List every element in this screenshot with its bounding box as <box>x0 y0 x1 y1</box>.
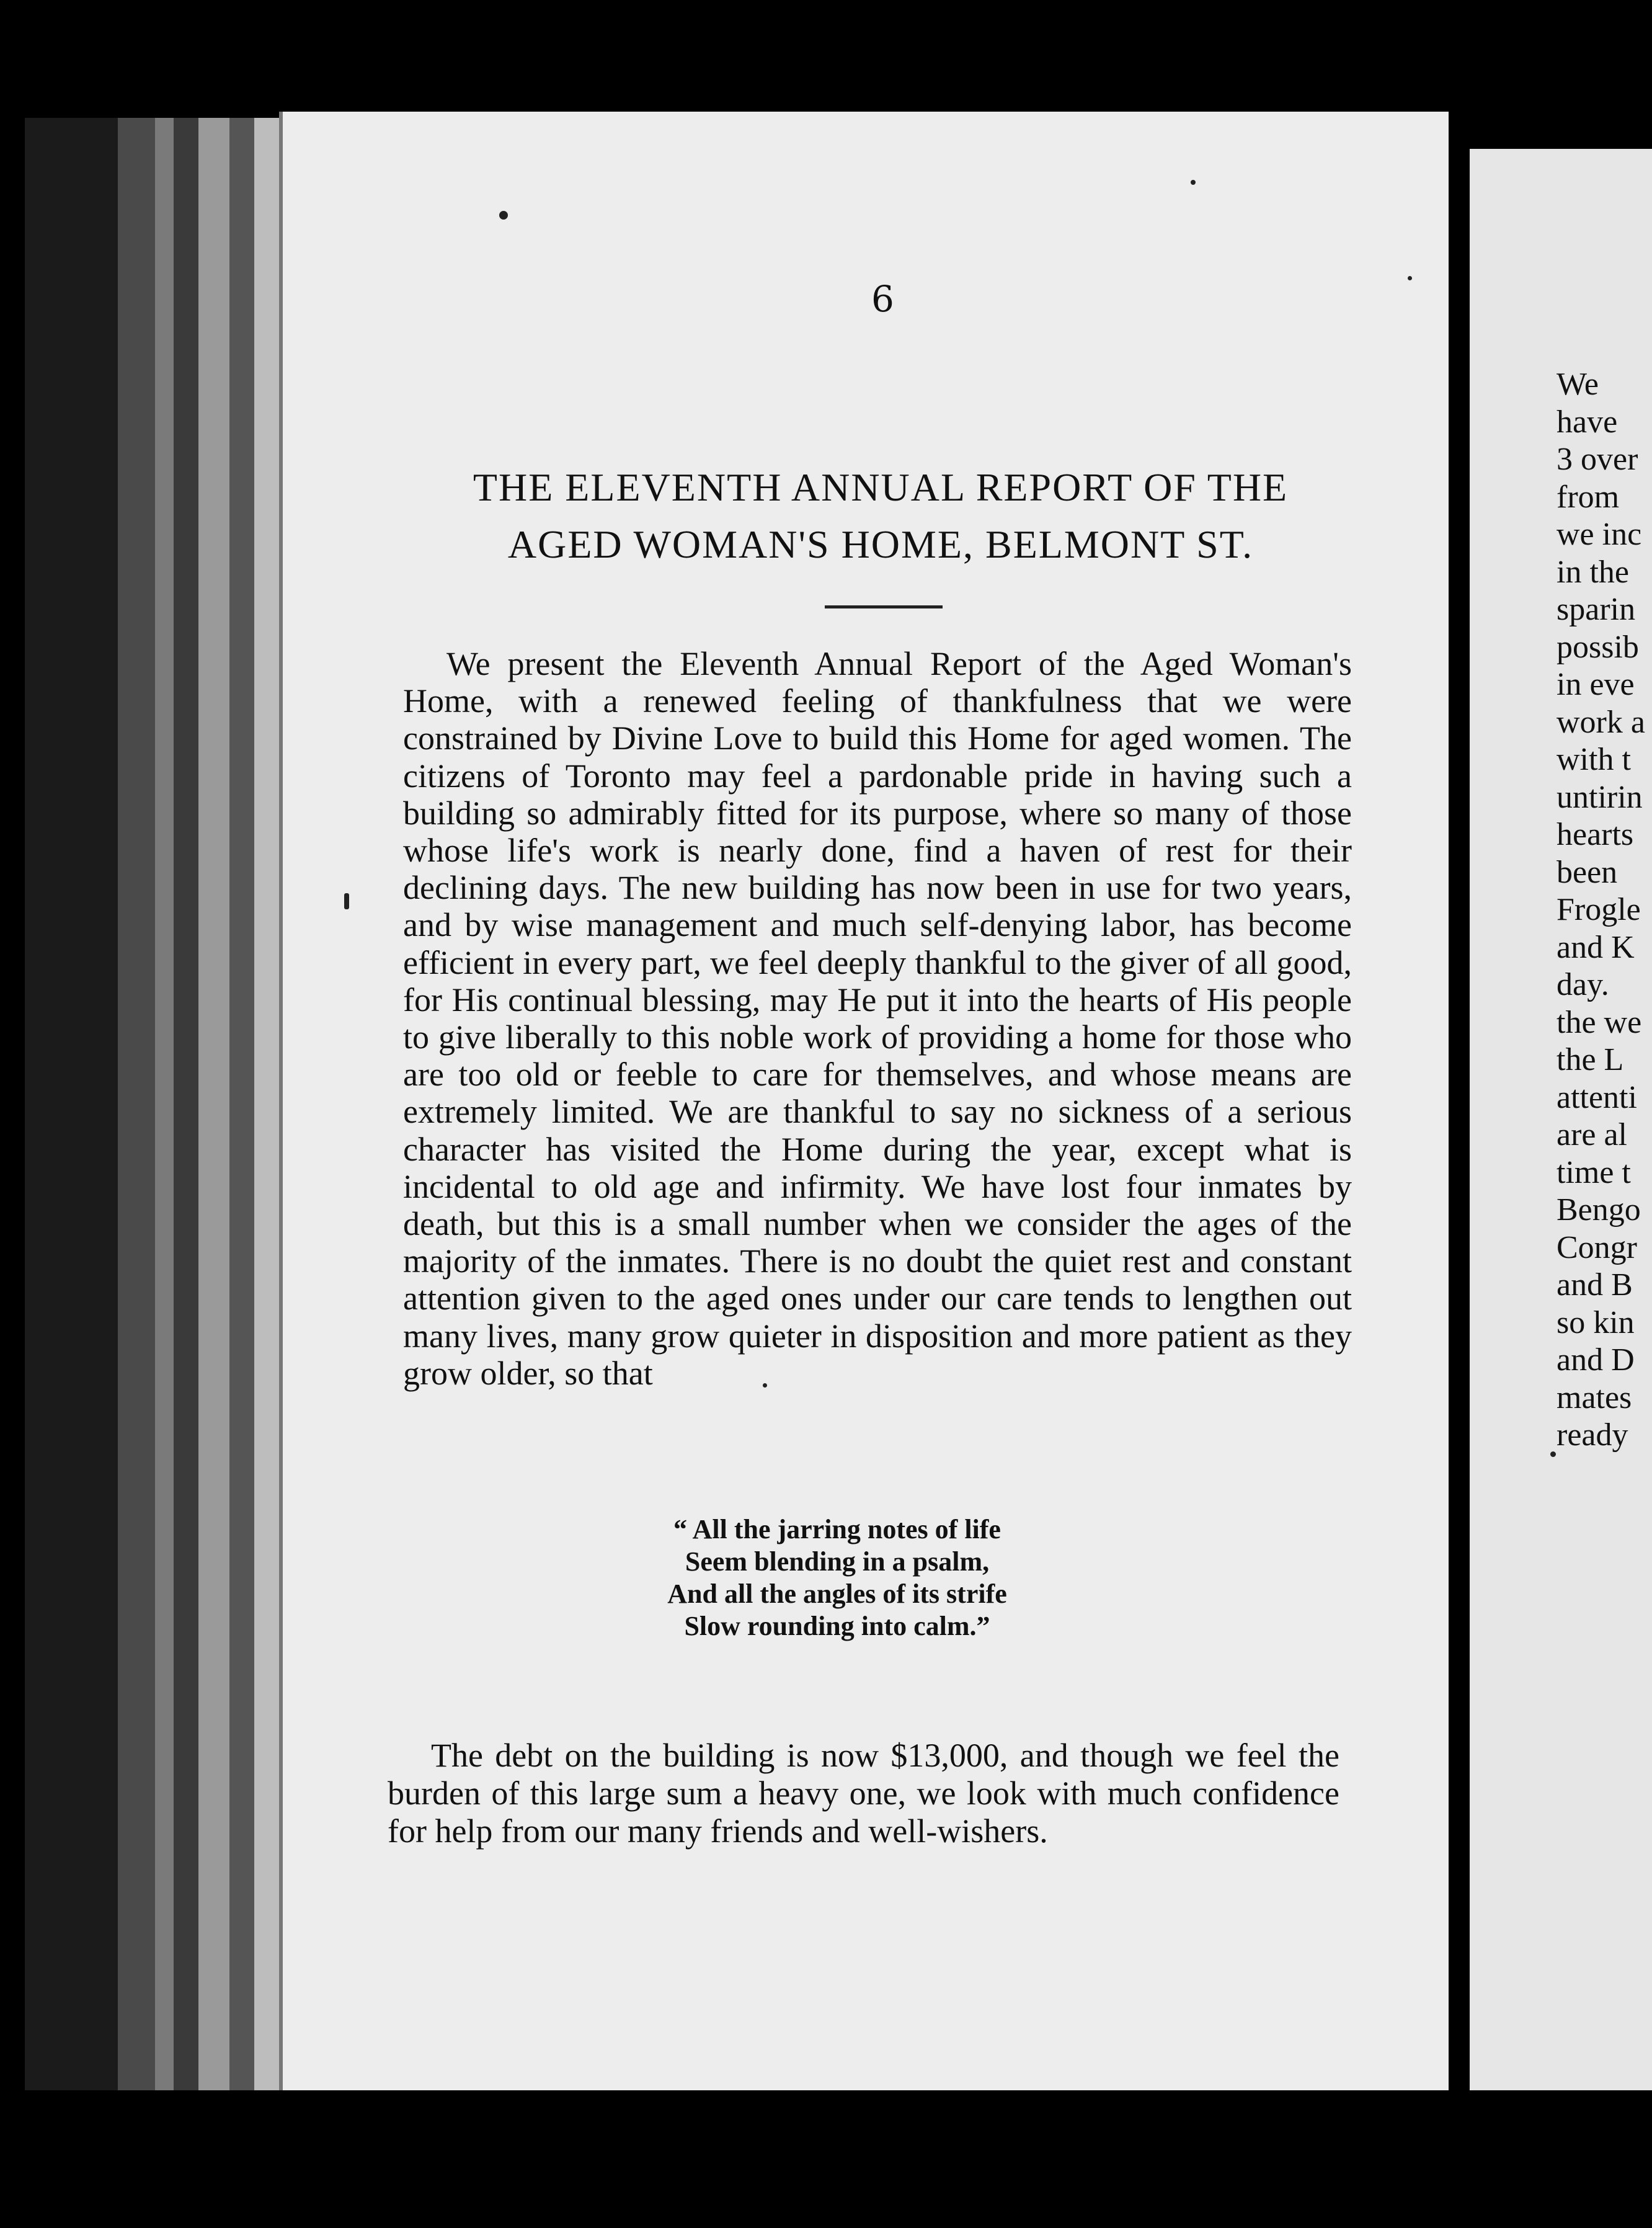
scan-speck <box>499 211 508 220</box>
right-line: with t <box>1557 742 1631 777</box>
right-line: work a <box>1557 704 1645 740</box>
title-rule <box>825 605 943 608</box>
title-line-1: THE ELEVENTH ANNUAL REPORT OF THE <box>473 465 1289 509</box>
page-edge <box>174 118 198 2090</box>
page-edge <box>118 118 155 2090</box>
right-line: in the <box>1557 554 1629 590</box>
paragraph-2: The debt on the building is now $13,000, and though we feel the burden of this large sum a heavy one, we look with much confidence for help from our many friends and well-wishers. <box>388 1737 1339 1850</box>
poem-line: Seem blending in a psalm, <box>685 1546 990 1577</box>
scan-speck <box>1191 180 1196 185</box>
right-line: day. <box>1557 967 1609 1002</box>
paragraph-1: We present the Eleventh Annual Report of the Aged Woman's Home, with a renewed feeling of thankfulness that we were constrained by Divine Love to build this Home for aged women. The citizens of Toronto may feel a pardonable pride in having such a building so admirably fitted for its purpose, where so many of those whose life's work is nearly done, find a haven of rest for their declining days. The new building has now been in use for two years, and by wise management and much self-denying labor, has become efficient in every part, we feel deeply thankful to the giver of all good, for His continual blessing, may He put it into the hearts of His people to give liberally to this noble work of providing a home for those who are too old or feeble to care for themselves, and whose means are extremely limited. We are thankful to say no sickness of a serious character has visited the Home during the year, except what is incidental to old age and infirmity. We have lost four inmates by death, but this is a small number when we consider the ages of the majority of the inmates. There is no doubt the quiet rest and constant attention given to the aged ones under our care tends to lengthen out many lives, many grow quieter in disposition and more patient as they grow older, so that <box>403 645 1352 1392</box>
page-edge <box>155 118 174 2090</box>
poem <box>558 1513 1116 1642</box>
page-edge <box>25 118 118 2090</box>
right-line: we inc <box>1557 517 1642 552</box>
poem-line: “ All the jarring notes of life <box>673 1514 1001 1544</box>
right-line: the we <box>1557 1004 1642 1040</box>
right-line: untirin <box>1557 779 1643 815</box>
right-line: sparin <box>1557 592 1636 627</box>
right-line: have <box>1557 404 1618 440</box>
poem-line: Slow rounding into calm.” <box>684 1611 990 1641</box>
page-number: 6 <box>871 278 894 320</box>
right-line: Bengo <box>1557 1192 1641 1228</box>
right-line: and K <box>1557 929 1635 965</box>
poem-line: And all the angles of its strife <box>667 1579 1007 1609</box>
scan-speck <box>1408 276 1412 280</box>
right-line: mates <box>1557 1379 1632 1415</box>
right-line: Congr <box>1557 1229 1637 1265</box>
scan-speck <box>763 1383 767 1388</box>
right-line: 3 over <box>1557 442 1638 477</box>
page-edges <box>25 118 291 2090</box>
scan-speck <box>344 893 349 909</box>
right-line: time t <box>1557 1154 1631 1190</box>
right-line: and B <box>1557 1267 1633 1303</box>
right-line: so kin <box>1557 1304 1635 1340</box>
right-line: are al <box>1557 1117 1628 1152</box>
title-line-2: AGED WOMAN'S HOME, BELMONT ST. <box>507 522 1254 566</box>
right-line: the L <box>1557 1042 1624 1077</box>
scan-speck <box>1550 1451 1556 1457</box>
right-line: and D <box>1557 1342 1635 1378</box>
right-line: ready <box>1557 1417 1628 1453</box>
right-line: possib <box>1557 629 1639 665</box>
right-line: hearts <box>1557 817 1634 852</box>
page-edge <box>229 118 254 2090</box>
right-line: from <box>1557 479 1620 515</box>
page-edge <box>198 118 229 2090</box>
page-edge <box>254 118 279 2090</box>
right-line: attenti <box>1557 1079 1637 1115</box>
right-line: We <box>1557 367 1599 402</box>
right-line: in eve <box>1557 667 1635 702</box>
report-title <box>397 459 1364 573</box>
right-line: been <box>1557 854 1618 890</box>
right-line: Frogle <box>1557 892 1641 927</box>
right-page-text <box>1557 366 1652 1455</box>
